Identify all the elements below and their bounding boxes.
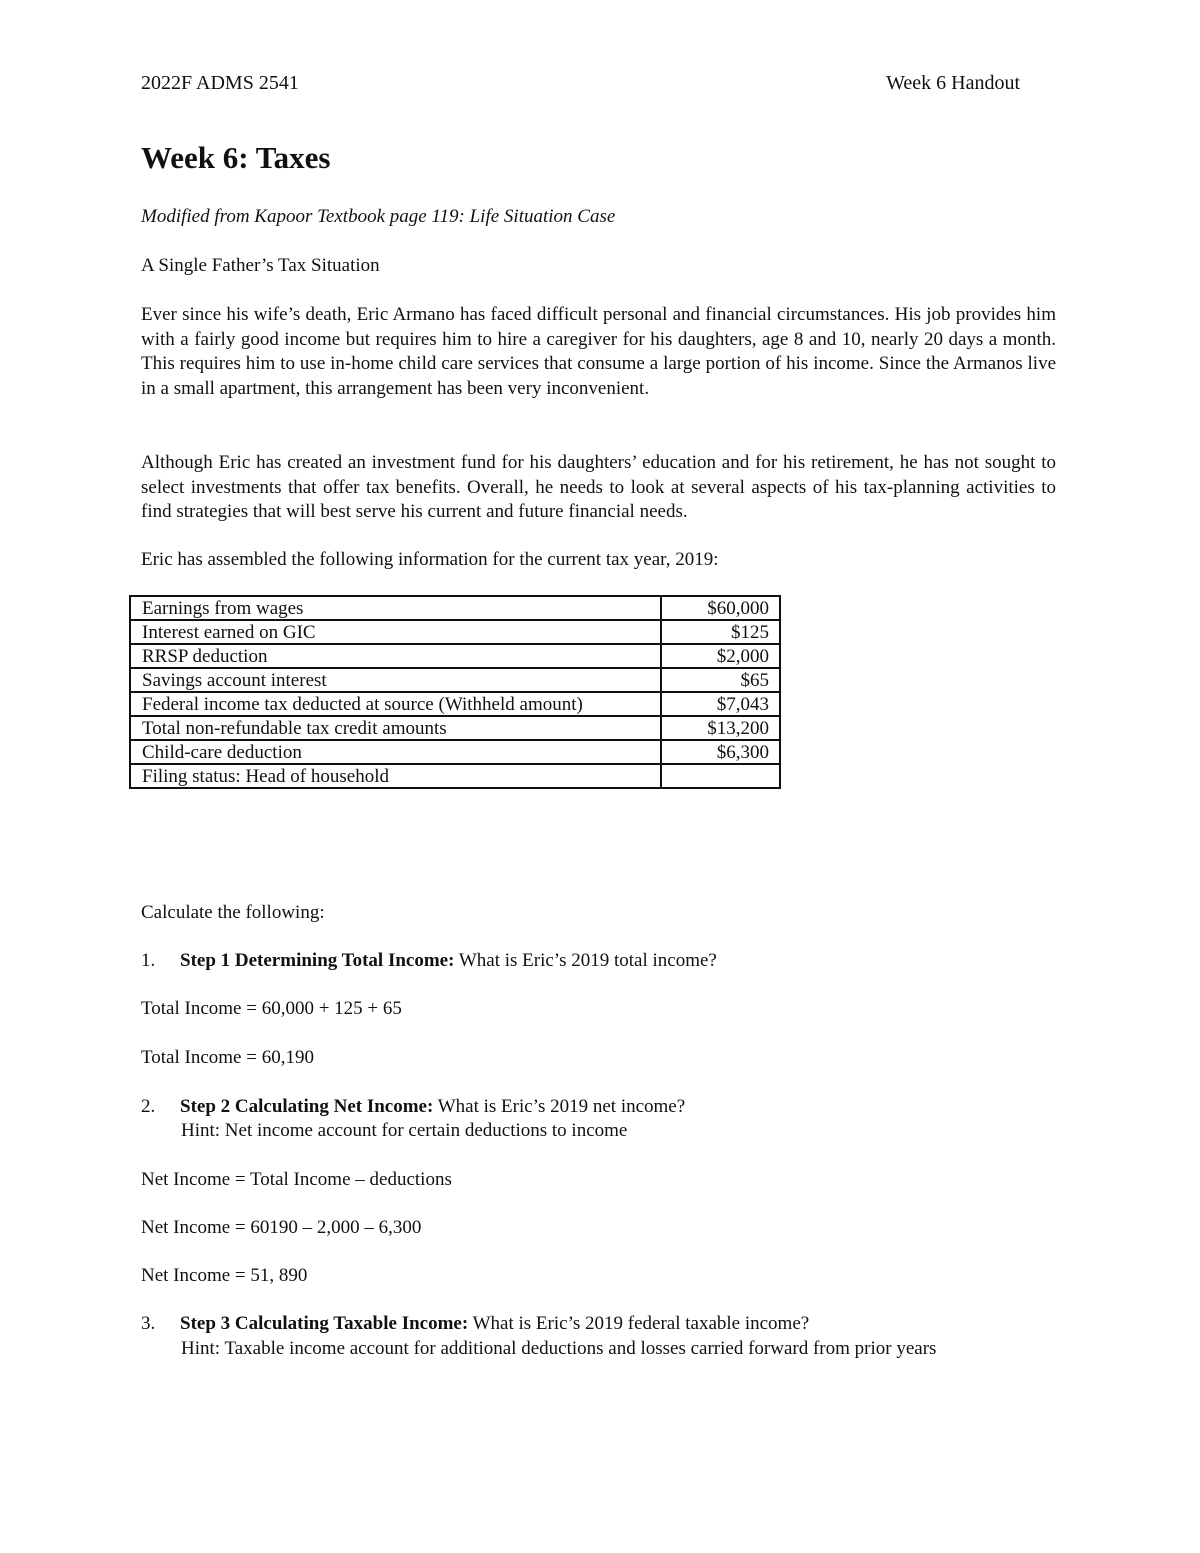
paragraph-2: Although Eric has created an investment fund for his daughters’ education and for his retirement, he has not sought to select investments that offer tax benefits. Overall, he needs to look at several aspects of his tax-planning activities to find strategies that will best serve his current and future financial needs. <box>141 452 1056 523</box>
table-row <box>130 620 780 644</box>
question-3-hint: Hint: Taxable income account for additional deductions and losses carried forward from prior years <box>181 1338 937 1359</box>
answer-2-line-2: Net Income = 60190 – 2,000 – 6,300 <box>141 1217 422 1238</box>
question-text: What is Eric’s 2019 federal taxable income? <box>468 1313 810 1334</box>
question-step-title: Step 2 Calculating Net Income: <box>180 1096 434 1117</box>
row-label: Child-care deduction <box>130 740 661 764</box>
row-label: Filing status: Head of household <box>130 764 661 788</box>
subtitle: Modified from Kapoor Textbook page 119: Life Situation Case <box>141 206 616 227</box>
paragraph-3: Eric has assembled the following information for the current tax year, 2019: <box>141 549 719 570</box>
question-step-title: Step 1 Determining Total Income: <box>180 950 455 971</box>
table-row <box>130 740 780 764</box>
header-course: 2022F ADMS 2541 <box>141 72 299 94</box>
tax-info-table <box>129 595 781 789</box>
row-value: $125 <box>661 620 780 644</box>
table-row <box>130 692 780 716</box>
row-label: Interest earned on GIC <box>130 620 661 644</box>
answer-2-line-3: Net Income = 51, 890 <box>141 1265 308 1286</box>
question-1 <box>141 950 717 972</box>
question-text: What is Eric’s 2019 total income? <box>454 950 717 971</box>
table-row <box>130 716 780 740</box>
question-3 <box>141 1313 809 1335</box>
table-row <box>130 764 780 788</box>
row-value <box>661 764 780 788</box>
row-value: $6,300 <box>661 740 780 764</box>
question-step-title: Step 3 Calculating Taxable Income: <box>180 1313 469 1334</box>
row-value: $13,200 <box>661 716 780 740</box>
answer-1-line-2: Total Income = 60,190 <box>141 1047 314 1068</box>
row-value: $7,043 <box>661 692 780 716</box>
page-title: Week 6: Taxes <box>141 140 331 175</box>
row-label: Savings account interest <box>130 668 661 692</box>
calc-intro: Calculate the following: <box>141 902 325 923</box>
row-label: Earnings from wages <box>130 596 661 620</box>
question-number: 2. <box>141 1096 156 1117</box>
question-2-hint: Hint: Net income account for certain deductions to income <box>181 1120 628 1141</box>
answer-2-line-1: Net Income = Total Income – deductions <box>141 1169 452 1190</box>
question-text: What is Eric’s 2019 net income? <box>433 1096 686 1117</box>
case-title: A Single Father’s Tax Situation <box>141 255 380 276</box>
header-handout: Week 6 Handout <box>886 72 1020 94</box>
answer-1-line-1: Total Income = 60,000 + 125 + 65 <box>141 998 402 1019</box>
question-number: 3. <box>141 1313 156 1334</box>
paragraph-1: Ever since his wife’s death, Eric Armano has faced difficult personal and financial circumstances. His job provides him with a fairly good income but requires him to hire a caregiver for his daughters, age 8 and 10, nearly 20 days a month. This requires him to use in-home child care services that consume a large portion of his income. Since the Armanos live in a small apartment, this arrangement has been very inconvenient. <box>141 304 1056 399</box>
row-label: RRSP deduction <box>130 644 661 668</box>
question-2 <box>141 1096 685 1118</box>
row-value: $2,000 <box>661 644 780 668</box>
row-value: $60,000 <box>661 596 780 620</box>
table-row <box>130 596 780 620</box>
table-row <box>130 668 780 692</box>
row-label: Federal income tax deducted at source (Withheld amount) <box>130 692 661 716</box>
row-value: $65 <box>661 668 780 692</box>
question-number: 1. <box>141 950 156 971</box>
table-row <box>130 644 780 668</box>
row-label: Total non-refundable tax credit amounts <box>130 716 661 740</box>
